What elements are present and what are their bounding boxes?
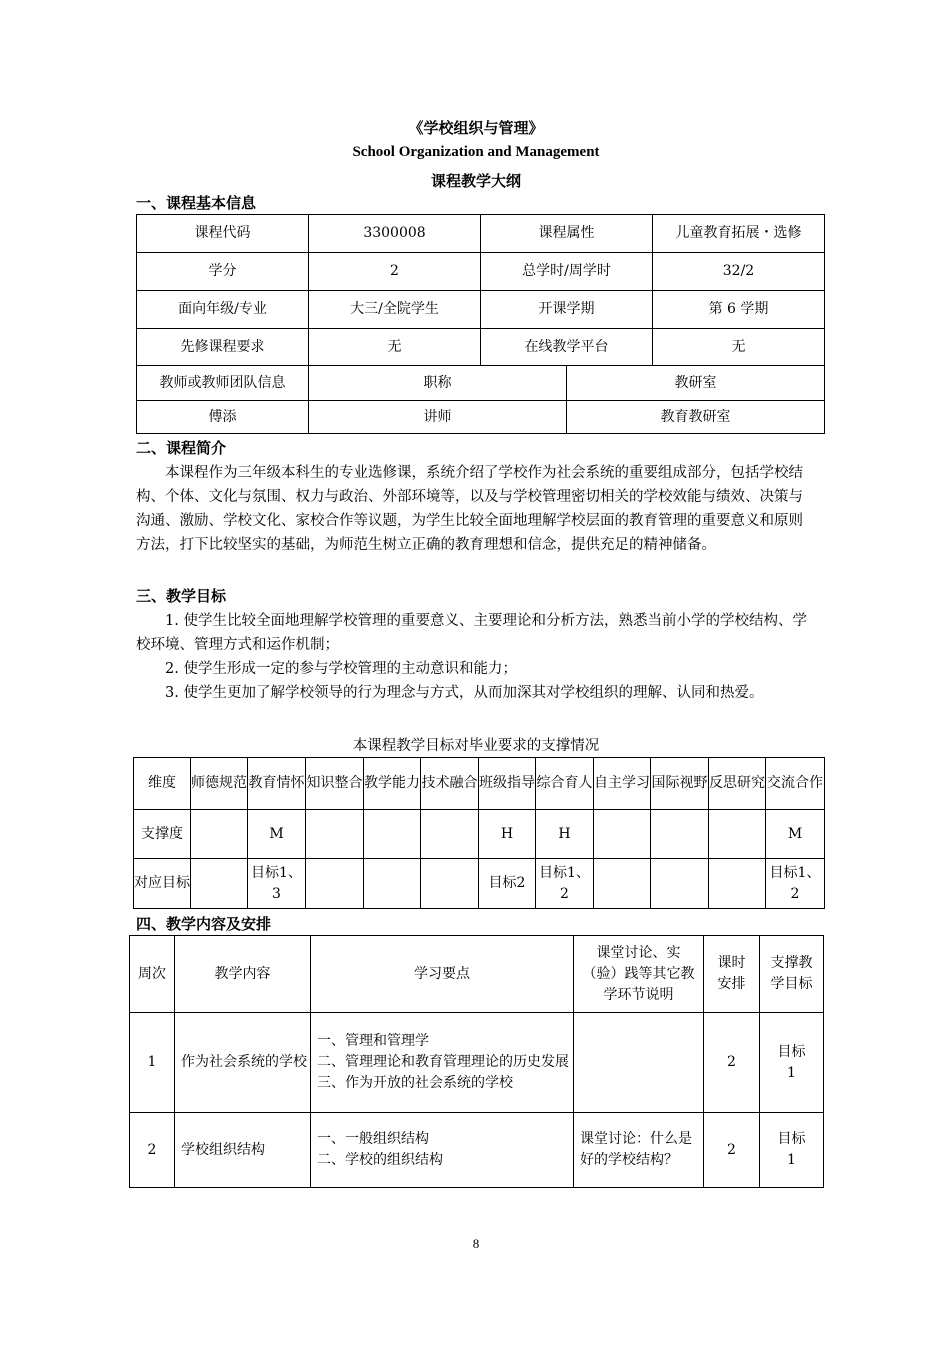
support-header-cell: 教育情怀 (248, 758, 306, 810)
support-target-cell: 目标2 (479, 859, 536, 909)
support-target-cell: 目标1、2 (766, 859, 825, 909)
schedule-header-row (130, 936, 824, 1013)
support-degree-cell: H (479, 810, 536, 859)
schedule-table (129, 935, 824, 1188)
schedule-week: 2 (130, 1113, 175, 1188)
info-label: 先修课程要求 (137, 329, 309, 366)
info-label: 课程属性 (481, 215, 653, 253)
schedule-point: 二、学校的组织结构 (317, 1152, 443, 1168)
title-english: School Organization and Management (352, 144, 600, 160)
subtitle: 课程教学大纲 (430, 172, 521, 190)
schedule-point: 二、管理理论和教育管理理论的历史发展 (317, 1054, 569, 1070)
teacher-title: 讲师 (309, 401, 567, 434)
info-row (137, 329, 825, 366)
schedule-header-cell: 课堂讨论、实（验）践等其它教学环节说明 (574, 936, 704, 1013)
section-goals-heading: 三、教学目标 (136, 587, 227, 605)
support-header-cell: 班级指导 (479, 758, 536, 810)
support-header-cell: 反思研究 (709, 758, 766, 810)
support-degree-cell (709, 810, 766, 859)
schedule-row (130, 1113, 824, 1188)
support-target-cell: 对应目标 (134, 859, 191, 909)
schedule-header-cell: 支撑教学目标 (760, 936, 824, 1013)
support-header-row (134, 758, 825, 810)
support-target-cell (306, 859, 364, 909)
info-value: 第 6 学期 (653, 291, 825, 329)
support-target-cell (191, 859, 248, 909)
support-header-cell: 国际视野 (651, 758, 709, 810)
support-degree-cell: M (248, 810, 306, 859)
schedule-header-cell: 周次 (130, 936, 175, 1013)
info-label: 课程代码 (137, 215, 309, 253)
support-degree-cell (191, 810, 248, 859)
support-degree-cell (364, 810, 421, 859)
info-label: 职称 (309, 366, 567, 401)
support-header-cell: 交流合作 (766, 758, 825, 810)
info-value: 儿童教育拓展・选修 (653, 215, 825, 253)
info-label: 教研室 (567, 366, 825, 401)
schedule-hours: 2 (704, 1113, 760, 1188)
support-target-cell (651, 859, 709, 909)
schedule-points (311, 1113, 574, 1188)
support-target-cell: 目标1、3 (248, 859, 306, 909)
schedule-point: 三、作为开放的社会系统的学校 (317, 1075, 513, 1091)
support-target-cell (364, 859, 421, 909)
support-header-cell: 综合育人 (536, 758, 594, 810)
schedule-discussion (574, 1013, 704, 1113)
teacher-office: 教育教研室 (567, 401, 825, 434)
info-label: 开课学期 (481, 291, 653, 329)
support-target-cell (709, 859, 766, 909)
info-row (137, 366, 825, 401)
schedule-points (311, 1013, 574, 1113)
info-label: 在线教学平台 (481, 329, 653, 366)
schedule-target: 目标1 (760, 1013, 824, 1113)
support-table (133, 757, 825, 909)
schedule-header-cell: 教学内容 (175, 936, 311, 1013)
goal-item: 3. 使学生更加了解学校领导的行为理念与方式，从而加深其对学校组织的理解、认同和热爱。 (165, 685, 764, 701)
intro-paragraph: 本课程作为三年级本科生的专业选修课，系统介绍了学校作为社会系统的重要组成部分，包括学校结构、个体、文化与氛围、权力与政治、外部环境等，以及与学校管理密切相关的学校效能与绩效、决策与沟通、激励、学校文化、家校合作等议题，为学生比较全面地理解学校层面的教育管理的重要意义和原则方法，打下比较坚实的基础，为师范生树立正确的教育理想和信念，提供充足的精神储备。 (136, 465, 803, 553)
info-row (137, 401, 825, 434)
schedule-point: 一、管理和管理学 (317, 1033, 429, 1049)
support-degree-cell: 支撑度 (134, 810, 191, 859)
support-degree-cell (651, 810, 709, 859)
goal-item: 2. 使学生形成一定的参与学校管理的主动意识和能力； (165, 661, 517, 677)
support-table-caption: 本课程教学目标对毕业要求的支撑情况 (352, 738, 600, 754)
info-value: 无 (653, 329, 825, 366)
goals-list (136, 609, 816, 705)
info-label: 总学时/周学时 (481, 253, 653, 291)
support-target-cell (594, 859, 651, 909)
schedule-row (130, 1013, 824, 1113)
page-number: 8 (472, 1236, 480, 1251)
info-value: 32/2 (653, 253, 825, 291)
course-intro (136, 461, 816, 557)
support-header-cell: 教学能力 (364, 758, 421, 810)
info-label: 教师或教师团队信息 (137, 366, 309, 401)
support-target-cell: 目标1、2 (536, 859, 594, 909)
schedule-week: 1 (130, 1013, 175, 1113)
schedule-header-cell: 课时安排 (704, 936, 760, 1013)
support-degree-cell: H (536, 810, 594, 859)
info-row (137, 215, 825, 253)
schedule-header-cell: 学习要点 (311, 936, 574, 1013)
section-schedule-heading: 四、教学内容及安排 (136, 915, 272, 933)
support-degree-cell (306, 810, 364, 859)
support-target-row (134, 859, 825, 909)
schedule-target: 目标1 (760, 1113, 824, 1188)
support-header-cell: 师德规范 (191, 758, 248, 810)
schedule-content: 作为社会系统的学校 (175, 1013, 311, 1113)
support-header-cell: 技术融合 (421, 758, 479, 810)
info-value: 3300008 (309, 215, 481, 253)
support-header-cell: 维度 (134, 758, 191, 810)
goal-item: 1. 使学生比较全面地理解学校管理的重要意义、主要理论和分析方法，熟悉当前小学的学校结构、学校环境、管理方式和运作机制； (136, 613, 807, 653)
info-value: 大三/全院学生 (309, 291, 481, 329)
teacher-name: 傅添 (137, 401, 309, 434)
support-degree-cell: M (766, 810, 825, 859)
schedule-point: 一、一般组织结构 (317, 1131, 429, 1147)
support-degree-cell (594, 810, 651, 859)
title-chinese: 《学校组织与管理》 (408, 119, 544, 137)
info-value: 无 (309, 329, 481, 366)
section-basic-info-heading: 一、课程基本信息 (136, 194, 257, 212)
support-degree-row (134, 810, 825, 859)
info-label: 面向年级/专业 (137, 291, 309, 329)
info-row (137, 291, 825, 329)
schedule-hours: 2 (704, 1013, 760, 1113)
info-value: 2 (309, 253, 481, 291)
support-header-cell: 知识整合 (306, 758, 364, 810)
schedule-content: 学校组织结构 (175, 1113, 311, 1188)
support-degree-cell (421, 810, 479, 859)
basic-info-table (136, 214, 825, 434)
support-target-cell (421, 859, 479, 909)
info-row (137, 253, 825, 291)
section-intro-heading: 二、课程简介 (136, 439, 227, 457)
support-header-cell: 自主学习 (594, 758, 651, 810)
schedule-discussion: 课堂讨论：什么是好的学校结构？ (574, 1113, 704, 1188)
info-label: 学分 (137, 253, 309, 291)
